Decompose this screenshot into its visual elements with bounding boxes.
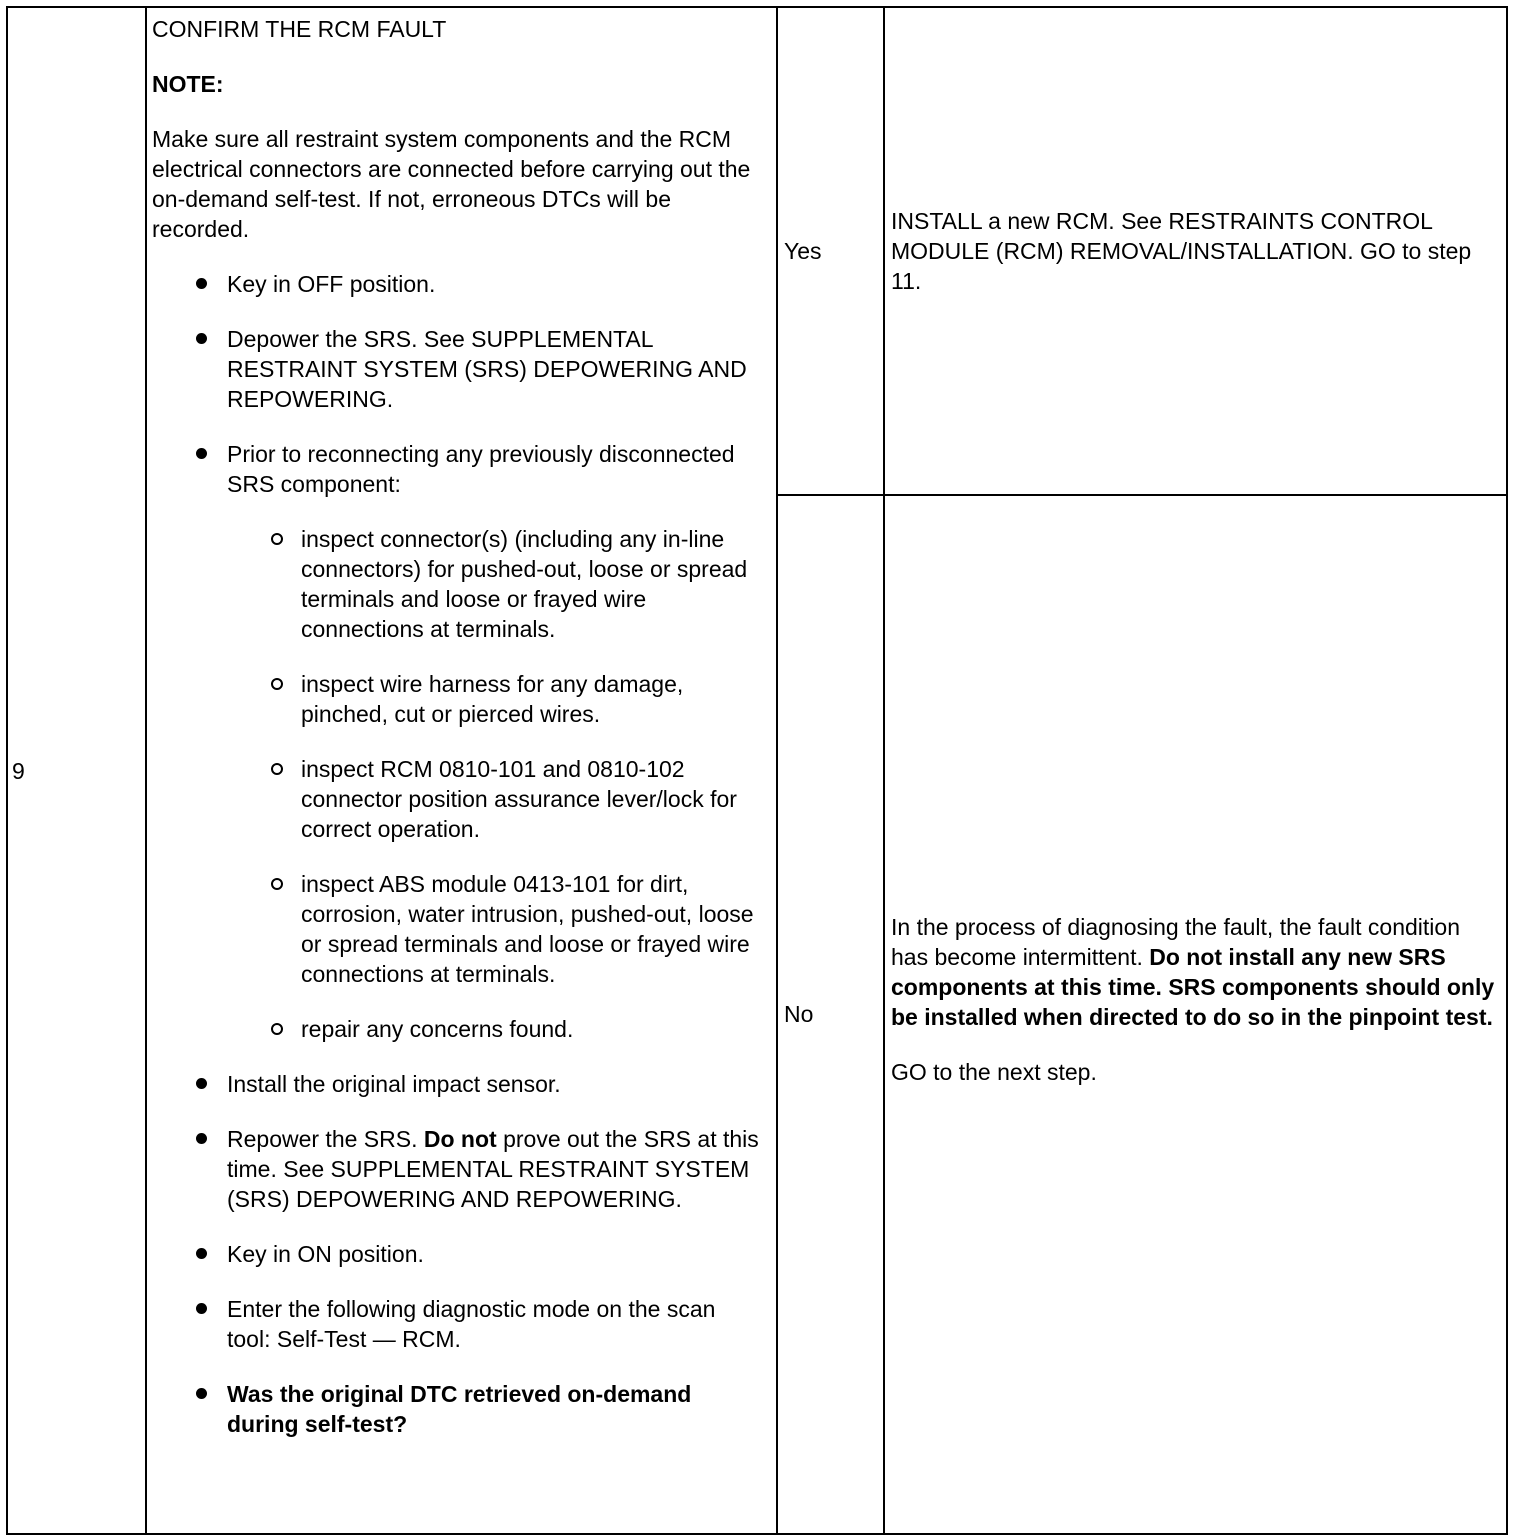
sub-list-item: repair any concerns found.: [227, 1014, 764, 1044]
list-item: Depower the SRS. See SUPPLEMENTAL RESTRAINT SYSTEM (SRS) DEPOWERING AND REPOWERING.: [152, 324, 764, 414]
yes-result: INSTALL a new RCM. See RESTRAINTS CONTROL MODULE (RCM) REMOVAL/INSTALLATION. GO to step 11.: [891, 208, 1472, 294]
no-result-warning: Do not install any new SRS components at this time. SRS components should only be installed when directed to do so in the pinpoint test.: [891, 944, 1495, 1030]
list-item: Key in ON position.: [152, 1239, 764, 1269]
row-divider-yes-no: [776, 494, 1508, 496]
list-item-question: Was the original DTC retrieved on-demand during self-test?: [152, 1379, 764, 1439]
list-item: [152, 1124, 764, 1214]
no-result-plain: In the process of diagnosing the fault, the fault condition has become intermittent.: [891, 914, 1460, 970]
note-label: NOTE:: [152, 71, 224, 97]
list-item: [152, 439, 764, 1044]
sub-list-item: inspect wire harness for any damage, pinched, cut or pierced wires.: [227, 669, 764, 729]
emphasis-text: Do not: [423, 1126, 497, 1152]
no-result-text: [891, 912, 1497, 1032]
sub-list-item: inspect RCM 0810-101 and 0810-102 connector position assurance lever/lock for correct operation.: [227, 754, 764, 844]
no-result-next: GO to the next step.: [891, 1059, 1097, 1085]
no-label: No: [784, 1001, 814, 1027]
list-item: Enter the following diagnostic mode on the scan tool: Self-Test — RCM.: [152, 1294, 764, 1354]
list-item-text: Prior to reconnecting any previously disconnected SRS component:: [227, 441, 735, 497]
inspection-sublist: [227, 524, 764, 1044]
no-result: [891, 912, 1497, 1112]
sub-list-item: inspect connector(s) (including any in-line connectors) for pushed-out, loose or spread terminals and loose or frayed wire connections at terminals.: [227, 524, 764, 644]
step-number: 9: [12, 758, 25, 784]
instruction-list: [152, 269, 764, 1439]
list-item: Key in OFF position.: [152, 269, 764, 299]
list-item: Install the original impact sensor.: [152, 1069, 764, 1099]
column-divider-answer: [883, 6, 885, 1535]
note-text: Make sure all restraint system components and the RCM electrical connectors are connected before carrying out the on-demand self-test. If not, erroneous DTCs will be recorded.: [152, 126, 751, 242]
step-title: CONFIRM THE RCM FAULT: [152, 16, 447, 42]
list-item-text: prove out the SRS at this time. See SUPPLEMENTAL RESTRAINT SYSTEM (SRS) DEPOWERING AND REPOWERING.: [227, 1126, 759, 1212]
list-item-text: Repower the SRS.: [227, 1126, 418, 1152]
action-cell: [152, 14, 764, 1464]
sub-list-item: inspect ABS module 0413-101 for dirt, corrosion, water intrusion, pushed-out, loose or spread terminals and loose or frayed wire connections at terminals.: [227, 869, 764, 989]
yes-label: Yes: [784, 238, 822, 264]
column-divider-action: [776, 6, 778, 1535]
column-divider-step: [145, 6, 147, 1535]
